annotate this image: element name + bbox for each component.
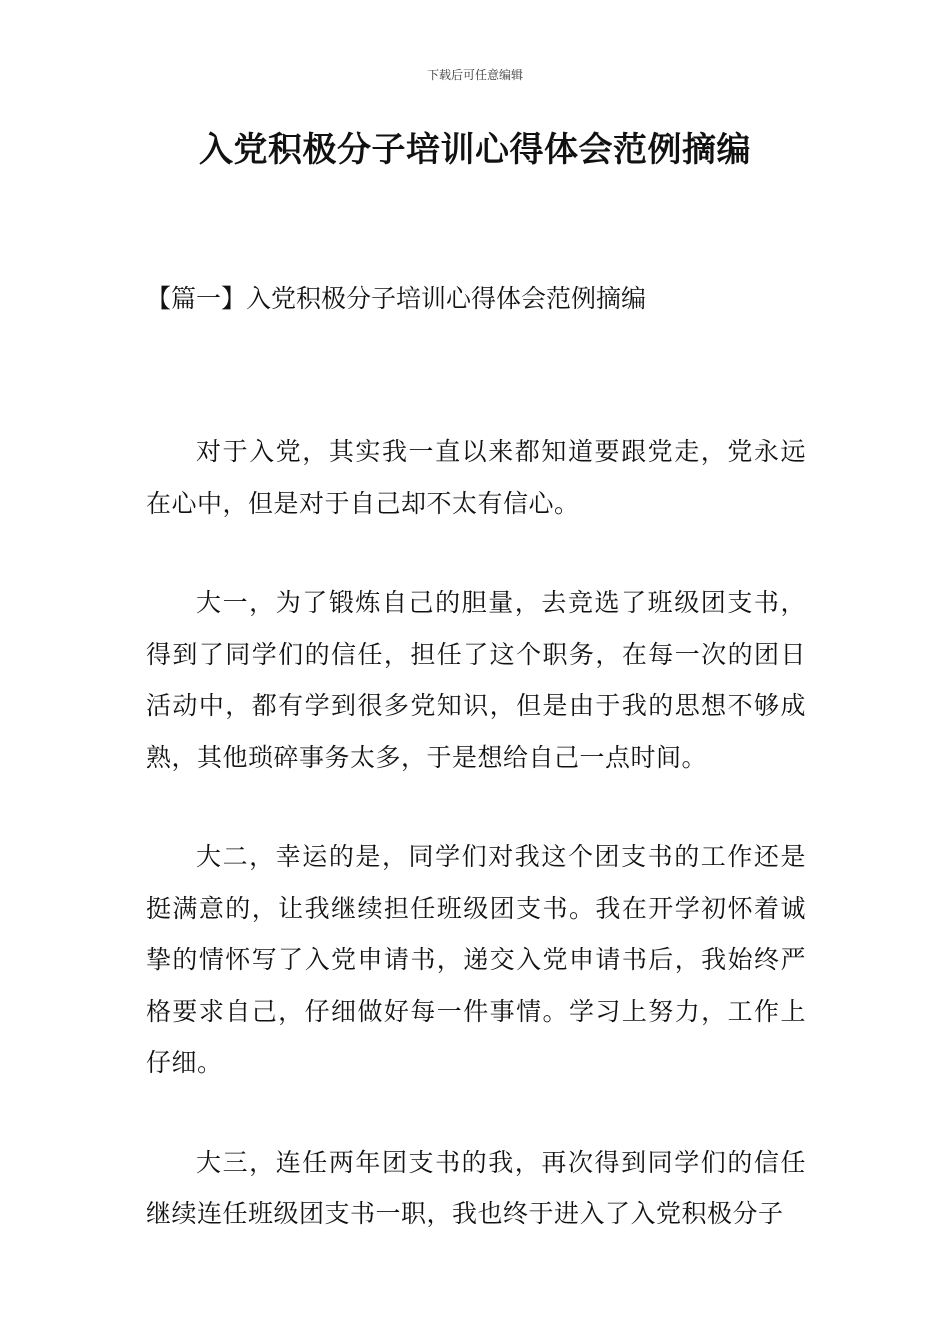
- paragraph-2: 大一，为了锻炼自己的胆量，去竞选了班级团支书，得到了同学们的信任，担任了这个职务，在每一次的团日活动中，都有学到很多党知识，但是由于我的思想不够成熟，其他琐碎事务太多，于是想给自己一点时间。: [146, 588, 806, 772]
- paragraph-1: 对于入党，其实我一直以来都知道要跟党走，党永远在心中，但是对于自己却不太有信心。: [146, 437, 806, 518]
- document-body: [146, 426, 806, 1288]
- paragraph-4: 大三，连任两年团支书的我，再次得到同学们的信任继续连任班级团支书一职，我也终于进入了入党积极分子: [146, 1147, 806, 1228]
- section-heading: 【篇一】入党积极分子培训心得体会范例摘编: [146, 284, 647, 313]
- document-title: 入党积极分子培训心得体会范例摘编: [199, 130, 751, 170]
- header-note: 下载后可任意编辑: [426, 68, 523, 82]
- paragraph-3: 大二，幸运的是，同学们对我这个团支书的工作还是挺满意的，让我继续担任班级团支书。我在开学初怀着诚挚的情怀写了入党申请书，递交入党申请书后，我始终严格要求自己，仔细做好每一件事情。学习上努力，工作上仔细。: [146, 842, 806, 1077]
